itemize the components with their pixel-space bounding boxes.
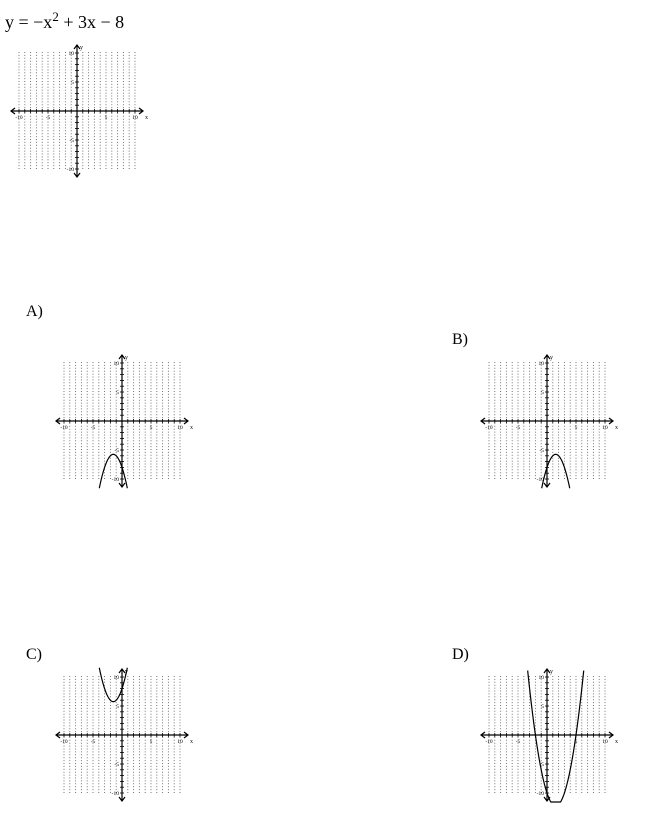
choice-a-graph[interactable] — [50, 352, 200, 494]
x-tick-label: 10 — [132, 115, 138, 121]
x-tick-label: -5 — [90, 425, 96, 431]
y-tick-label: -5 — [69, 138, 74, 144]
y-axis-label: y — [80, 45, 83, 51]
choice-a-label[interactable]: A) — [26, 303, 43, 320]
y-axis-label: y — [550, 669, 553, 675]
x-tick-label: 5 — [149, 425, 153, 431]
y-tick-label: 10 — [68, 51, 74, 57]
y-tick-label: -5 — [539, 762, 544, 768]
x-tick-label: -5 — [45, 115, 51, 121]
choice-c-graph[interactable] — [50, 666, 200, 808]
x-tick-label: -5 — [515, 739, 521, 745]
x-tick-label: 10 — [177, 425, 183, 431]
equation-rhs: + 3x − 8 — [58, 12, 125, 32]
equation-exponent: 2 — [52, 9, 59, 24]
y-tick-label: -10 — [111, 791, 119, 797]
x-tick-label: -10 — [485, 739, 493, 745]
x-tick-label: 5 — [104, 115, 108, 121]
y-tick-label: 10 — [538, 675, 544, 681]
question-equation — [5, 10, 124, 34]
x-tick-label: 5 — [574, 739, 578, 745]
y-tick-label: 5 — [71, 80, 74, 86]
x-tick-label: -5 — [90, 739, 96, 745]
y-tick-label: -5 — [539, 448, 544, 454]
x-axis-label: x — [615, 739, 618, 745]
choice-d-graph[interactable] — [475, 666, 625, 808]
x-tick-label: 5 — [149, 739, 153, 745]
choice-d-label[interactable]: D) — [452, 646, 469, 663]
y-axis-label: y — [550, 355, 553, 361]
y-tick-label: 5 — [116, 704, 119, 710]
y-tick-label: 10 — [113, 675, 119, 681]
y-tick-label: 10 — [538, 361, 544, 367]
y-tick-label: -5 — [114, 762, 119, 768]
equation-lhs: y = −x — [5, 12, 53, 32]
x-tick-label: -5 — [515, 425, 521, 431]
x-axis-label: x — [190, 425, 193, 431]
x-tick-label: -10 — [60, 425, 68, 431]
x-tick-label: 10 — [602, 425, 608, 431]
parabola-curve — [99, 454, 127, 488]
y-tick-label: -10 — [66, 167, 74, 173]
y-tick-label: -10 — [536, 477, 544, 483]
parabola-curve — [542, 454, 570, 488]
x-tick-label: -10 — [60, 739, 68, 745]
y-tick-label: -5 — [114, 448, 119, 454]
x-axis-label: x — [145, 115, 148, 121]
y-axis-label: y — [125, 355, 128, 361]
x-tick-label: 10 — [177, 739, 183, 745]
x-axis-label: x — [615, 425, 618, 431]
choice-b-label[interactable]: B) — [452, 331, 468, 348]
x-tick-label: -10 — [485, 425, 493, 431]
parabola-curve — [528, 671, 584, 802]
y-tick-label: 5 — [541, 704, 544, 710]
y-axis-label: y — [125, 669, 128, 675]
choice-c-label[interactable]: C) — [26, 646, 42, 663]
choice-b-graph[interactable] — [475, 352, 625, 494]
x-tick-label: -10 — [15, 115, 23, 121]
y-tick-label: -10 — [536, 791, 544, 797]
question-graph — [5, 42, 155, 184]
parabola-curve — [99, 668, 127, 702]
y-tick-label: 5 — [116, 390, 119, 396]
y-tick-label: -10 — [111, 477, 119, 483]
y-tick-label: 10 — [113, 361, 119, 367]
y-tick-label: 5 — [541, 390, 544, 396]
x-tick-label: 10 — [602, 739, 608, 745]
x-tick-label: 5 — [574, 425, 578, 431]
x-axis-label: x — [190, 739, 193, 745]
